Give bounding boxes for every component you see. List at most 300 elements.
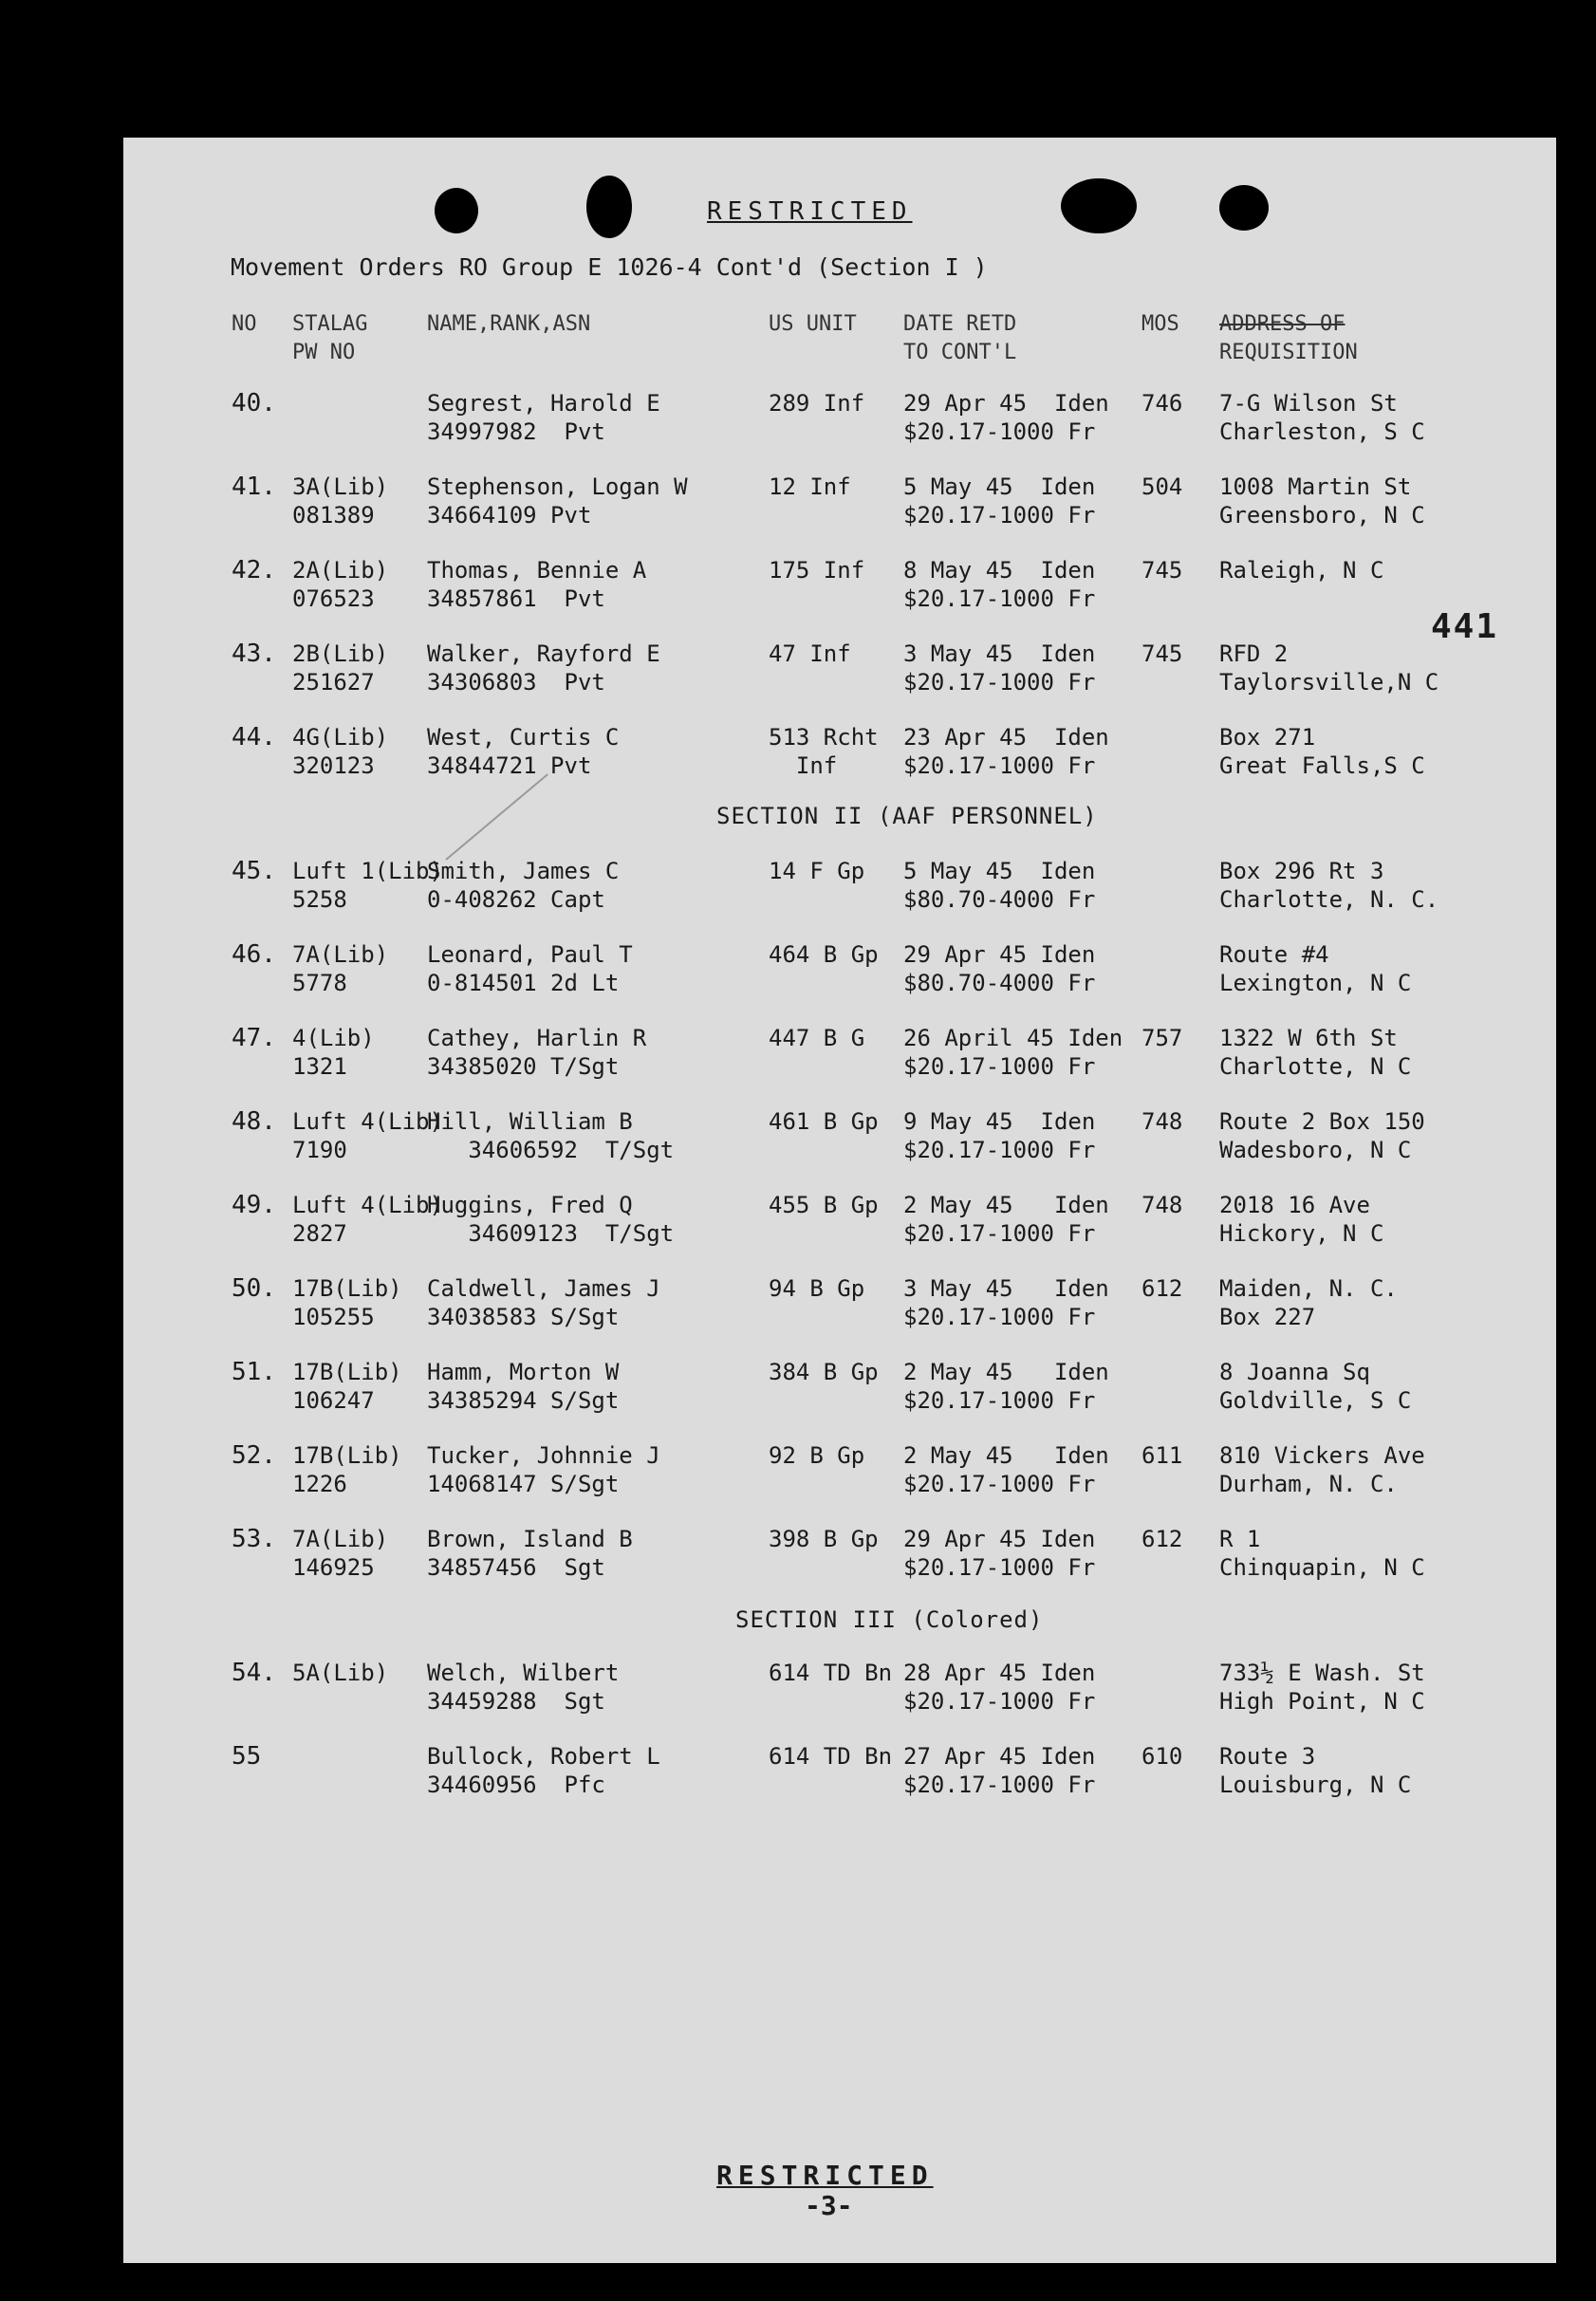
- address-addr2: Louisburg, N C: [1219, 1772, 1412, 1798]
- name-rank-asn: [427, 940, 633, 997]
- stalag-pw-no: [292, 473, 388, 529]
- row-number: [232, 1024, 276, 1052]
- mos-mos: 746: [1141, 390, 1183, 417]
- address-addr1: Route 2 Box 150: [1219, 1108, 1425, 1135]
- mos: [1141, 1742, 1182, 1771]
- mos-mos: 745: [1141, 640, 1183, 667]
- address-addr2: Hickory, N C: [1219, 1220, 1384, 1247]
- col-header-name: NAME,RANK,ASN: [427, 312, 591, 336]
- name-rank-asn-name: Huggins, Fred Q: [427, 1192, 633, 1218]
- mos-mos: 504: [1141, 473, 1183, 500]
- table-row: [0, 723, 1596, 780]
- date-returned-pay: $20.17-1000 Fr: [903, 1304, 1096, 1330]
- us-unit-unit: 47 Inf: [769, 640, 851, 667]
- us-unit-unit: 614 TD Bn: [769, 1660, 893, 1686]
- row-number-no: 49.: [232, 1191, 276, 1219]
- address-addr2: Charlotte, N. C.: [1219, 886, 1439, 913]
- stalag-pw-no: [292, 1107, 443, 1164]
- us-unit-unit: 614 TD Bn: [769, 1743, 893, 1770]
- date-returned: [903, 940, 1095, 997]
- date-returned-date: 3 May 45 Iden: [903, 1275, 1109, 1302]
- name-rank-asn: [427, 1024, 646, 1081]
- address-addr2: Wadesboro, N C: [1219, 1137, 1412, 1163]
- name-rank-asn: [427, 473, 688, 529]
- address-addr1: RFD 2: [1219, 640, 1289, 667]
- mos-mos: 748: [1141, 1108, 1183, 1135]
- table-row: [0, 556, 1596, 613]
- stalag-pw-no-pw: 081389: [292, 502, 375, 529]
- address-addr2: Charleston, S C: [1219, 418, 1425, 445]
- date-returned-date: 2 May 45 Iden: [903, 1192, 1109, 1218]
- us-unit: [769, 389, 864, 418]
- address-addr2: High Point, N C: [1219, 1688, 1425, 1715]
- date-returned-date: 26 April 45 Iden: [903, 1025, 1123, 1051]
- mos: [1141, 473, 1182, 501]
- classification-header: RESTRICTED: [707, 197, 913, 226]
- punch-hole: [1061, 178, 1137, 233]
- row-number-no: 41.: [232, 473, 276, 501]
- us-unit-unit: 289 Inf: [769, 390, 865, 417]
- us-unit: [769, 1525, 879, 1553]
- punch-hole: [586, 176, 632, 238]
- name-rank-asn-asn: 34997982 Pvt: [427, 418, 605, 445]
- mos: [1141, 389, 1182, 418]
- name-rank-asn: [427, 1742, 660, 1799]
- name-rank-asn: [427, 1358, 619, 1415]
- address: [1219, 640, 1438, 696]
- us-unit: [769, 1659, 892, 1687]
- address-addr2: Taylorsville,N C: [1219, 669, 1439, 696]
- table-row: [0, 1659, 1596, 1716]
- date-returned-pay: $20.17-1000 Fr: [903, 585, 1096, 612]
- name-rank-asn: [427, 723, 619, 780]
- name-rank-asn-name: West, Curtis C: [427, 724, 620, 751]
- name-rank-asn-asn: 34857456 Sgt: [427, 1554, 605, 1581]
- us-unit: [769, 473, 851, 501]
- name-rank-asn-asn: 0-814501 2d Lt: [427, 970, 620, 996]
- date-returned-pay: $20.17-1000 Fr: [903, 1387, 1096, 1414]
- stalag-pw-no-pw: 146925: [292, 1554, 375, 1581]
- us-unit: [769, 1024, 864, 1052]
- us-unit: [769, 940, 879, 969]
- name-rank-asn-asn: 34385294 S/Sgt: [427, 1387, 620, 1414]
- us-unit-unit: 398 B Gp: [769, 1526, 879, 1552]
- us-unit: [769, 1358, 879, 1386]
- mos-mos: 611: [1141, 1442, 1183, 1469]
- stalag-pw-no: [292, 1274, 402, 1331]
- stalag-pw-no-pw: 5258: [292, 886, 347, 913]
- us-unit: [769, 1441, 864, 1470]
- row-number-no: 53.: [232, 1525, 276, 1553]
- stalag-pw-no-pw: 5778: [292, 970, 347, 996]
- date-returned: [903, 640, 1095, 696]
- name-rank-asn-name: Caldwell, James J: [427, 1275, 660, 1302]
- date-returned: [903, 1525, 1095, 1582]
- col-header-date: DATE RETD TO CONT'L: [903, 312, 1017, 364]
- name-rank-asn-name: Brown, Island B: [427, 1526, 633, 1552]
- row-number: [232, 1358, 276, 1386]
- name-rank-asn-asn: 14068147 S/Sgt: [427, 1471, 620, 1497]
- address: [1219, 1107, 1425, 1164]
- table-row: [0, 1024, 1596, 1081]
- row-number: [232, 1659, 276, 1687]
- table-row: [0, 389, 1596, 446]
- stalag-pw-no: [292, 1525, 388, 1582]
- mos: [1141, 1191, 1182, 1219]
- name-rank-asn: [427, 556, 646, 613]
- page-stamp: 441: [1431, 607, 1499, 646]
- name-rank-asn-asn: 34306803 Pvt: [427, 669, 605, 696]
- us-unit: [769, 1742, 892, 1771]
- stalag-pw-no: [292, 556, 388, 613]
- stalag-pw-no-stalag: 17B(Lib): [292, 1442, 402, 1469]
- address-addr1: Route #4: [1219, 941, 1329, 968]
- address: [1219, 1659, 1425, 1716]
- row-number-no: 40.: [232, 389, 276, 418]
- col-header-address: ADDRESS OF REQUISITION: [1219, 312, 1358, 364]
- name-rank-asn: [427, 1441, 660, 1498]
- name-rank-asn-asn: 0-408262 Capt: [427, 886, 605, 913]
- date-returned-pay: $20.17-1000 Fr: [903, 1137, 1096, 1163]
- stalag-pw-no-stalag: 5A(Lib): [292, 1660, 389, 1686]
- address-addr1: 8 Joanna Sq: [1219, 1359, 1370, 1385]
- table-row: [0, 1274, 1596, 1331]
- mos: [1141, 1441, 1182, 1470]
- stalag-pw-no-stalag: 3A(Lib): [292, 473, 389, 500]
- address: [1219, 1525, 1425, 1582]
- date-returned: [903, 1024, 1123, 1081]
- row-number-no: 44.: [232, 723, 276, 752]
- name-rank-asn: [427, 1525, 633, 1582]
- row-number: [232, 857, 276, 885]
- date-returned-date: 28 Apr 45 Iden: [903, 1660, 1096, 1686]
- us-unit-unit: 94 B Gp: [769, 1275, 865, 1302]
- mos-mos: 745: [1141, 557, 1183, 584]
- table-row: [0, 940, 1596, 997]
- us-unit: [769, 1107, 879, 1136]
- name-rank-asn-name: Tucker, Johnnie J: [427, 1442, 660, 1469]
- row-number-no: 52.: [232, 1441, 276, 1470]
- name-rank-asn-name: Segrest, Harold E: [427, 390, 660, 417]
- stalag-pw-no-pw: 1321: [292, 1053, 347, 1080]
- row-number-no: 48.: [232, 1107, 276, 1136]
- date-returned-pay: $20.17-1000 Fr: [903, 1688, 1096, 1715]
- row-number: [232, 1191, 276, 1219]
- section2-title: SECTION II (AAF PERSONNEL): [716, 803, 1098, 829]
- stalag-pw-no-pw: 105255: [292, 1304, 375, 1330]
- us-unit-unit: 447 B G: [769, 1025, 865, 1051]
- us-unit: [769, 857, 864, 885]
- row-number-no: 42.: [232, 556, 276, 585]
- row-number: [232, 389, 276, 418]
- name-rank-asn-name: Hamm, Morton W: [427, 1359, 620, 1385]
- name-rank-asn-name: Leonard, Paul T: [427, 941, 633, 968]
- date-returned-date: 8 May 45 Iden: [903, 557, 1096, 584]
- stalag-pw-no-pw: 1226: [292, 1471, 347, 1497]
- address: [1219, 940, 1411, 997]
- us-unit: [769, 1274, 864, 1303]
- name-rank-asn-asn: 34606592 T/Sgt: [427, 1137, 675, 1163]
- us-unit: [769, 556, 864, 585]
- name-rank-asn: [427, 857, 619, 914]
- date-returned-pay: $20.17-1000 Fr: [903, 1471, 1096, 1497]
- date-returned: [903, 857, 1095, 914]
- us-unit-unit: 513 Rcht: [769, 724, 879, 751]
- date-returned-date: 3 May 45 Iden: [903, 640, 1096, 667]
- address-addr2: Great Falls,S C: [1219, 752, 1425, 779]
- address-addr2: Greensboro, N C: [1219, 502, 1425, 529]
- date-returned: [903, 1191, 1109, 1248]
- row-number: [232, 723, 276, 752]
- date-returned-date: 23 Apr 45 Iden: [903, 724, 1109, 751]
- address-addr1: 1322 W 6th St: [1219, 1025, 1398, 1051]
- address: [1219, 1024, 1411, 1081]
- address: [1219, 1358, 1411, 1415]
- date-returned: [903, 1659, 1095, 1716]
- address-addr2: Charlotte, N C: [1219, 1053, 1412, 1080]
- address-addr1: Box 271: [1219, 724, 1316, 751]
- date-returned: [903, 473, 1095, 529]
- address-addr2: Chinquapin, N C: [1219, 1554, 1425, 1581]
- us-unit-unit2: Inf: [769, 752, 838, 779]
- date-returned-date: 29 Apr 45 Iden: [903, 941, 1096, 968]
- mos: [1141, 1274, 1182, 1303]
- address-addr2: Durham, N. C.: [1219, 1471, 1398, 1497]
- address-addr1: Route 3: [1219, 1743, 1316, 1770]
- name-rank-asn-asn: 34609123 T/Sgt: [427, 1220, 675, 1247]
- address-addr1: 810 Vickers Ave: [1219, 1442, 1425, 1469]
- us-unit-unit: 12 Inf: [769, 473, 851, 500]
- name-rank-asn: [427, 640, 660, 696]
- date-returned: [903, 1358, 1109, 1415]
- date-returned-date: 2 May 45 Iden: [903, 1359, 1109, 1385]
- name-rank-asn-asn: 34844721 Pvt: [427, 752, 592, 779]
- mos-mos: 610: [1141, 1743, 1183, 1770]
- address: [1219, 857, 1438, 914]
- row-number: [232, 1525, 276, 1553]
- address-addr1: 733½ E Wash. St: [1219, 1660, 1425, 1686]
- address-addr1: 7-G Wilson St: [1219, 390, 1398, 417]
- mos: [1141, 1525, 1182, 1553]
- date-returned-pay: $20.17-1000 Fr: [903, 669, 1096, 696]
- stalag-pw-no-stalag: 4(Lib): [292, 1025, 375, 1051]
- date-returned: [903, 1441, 1109, 1498]
- address-addr1: Maiden, N. C.: [1219, 1275, 1398, 1302]
- stalag-pw-no-pw: 076523: [292, 585, 375, 612]
- table-row: [0, 640, 1596, 696]
- date-returned: [903, 1742, 1095, 1799]
- table-row: [0, 1358, 1596, 1415]
- date-returned: [903, 389, 1109, 446]
- col-header-unit: US UNIT: [769, 312, 857, 336]
- address: [1219, 723, 1425, 780]
- us-unit-unit: 175 Inf: [769, 557, 865, 584]
- stalag-pw-no: [292, 1191, 443, 1248]
- stalag-pw-no-pw: 7190: [292, 1137, 347, 1163]
- row-number-no: 43.: [232, 640, 276, 668]
- date-returned-date: 2 May 45 Iden: [903, 1442, 1109, 1469]
- date-returned-date: 29 Apr 45 Iden: [903, 1526, 1096, 1552]
- name-rank-asn-asn: 34460956 Pfc: [427, 1772, 605, 1798]
- date-returned-date: 5 May 45 Iden: [903, 858, 1096, 884]
- date-returned: [903, 723, 1109, 780]
- name-rank-asn: [427, 1274, 660, 1331]
- stalag-pw-no: [292, 640, 388, 696]
- name-rank-asn-name: Thomas, Bennie A: [427, 557, 647, 584]
- document-subtitle: Movement Orders RO Group E 1026-4 Cont'd (Section I ): [231, 253, 988, 281]
- mos-mos: 612: [1141, 1275, 1183, 1302]
- date-returned-date: 9 May 45 Iden: [903, 1108, 1096, 1135]
- table-row: [0, 1525, 1596, 1582]
- row-number-no: 50.: [232, 1274, 276, 1303]
- address: [1219, 389, 1425, 446]
- stalag-pw-no: [292, 1659, 388, 1687]
- us-unit: [769, 723, 879, 780]
- classification-footer: RESTRICTED: [716, 2160, 934, 2191]
- stalag-pw-no: [292, 1441, 402, 1498]
- us-unit-unit: 92 B Gp: [769, 1442, 865, 1469]
- address: [1219, 1742, 1411, 1799]
- address: [1219, 1274, 1398, 1331]
- date-returned-date: 29 Apr 45 Iden: [903, 390, 1109, 417]
- table-row: [0, 473, 1596, 529]
- mos: [1141, 556, 1182, 585]
- mos-mos: 748: [1141, 1192, 1183, 1218]
- row-number: [232, 1274, 276, 1303]
- address-addr2: Box 227: [1219, 1304, 1316, 1330]
- page-number: -3-: [805, 2190, 853, 2221]
- name-rank-asn-asn: 34857861 Pvt: [427, 585, 605, 612]
- col-header-stalag: STALAG PW NO: [292, 312, 368, 364]
- row-number-no: 45.: [232, 857, 276, 885]
- row-number: [232, 1441, 276, 1470]
- name-rank-asn-asn: 34038583 S/Sgt: [427, 1304, 620, 1330]
- stalag-pw-no-pw: 320123: [292, 752, 375, 779]
- name-rank-asn-name: Welch, Wilbert: [427, 1660, 620, 1686]
- address-addr1: Raleigh, N C: [1219, 557, 1384, 584]
- date-returned-date: 27 Apr 45 Iden: [903, 1743, 1096, 1770]
- name-rank-asn-name: Stephenson, Logan W: [427, 473, 688, 500]
- stalag-pw-no: [292, 1358, 402, 1415]
- col-header-mos: MOS: [1141, 312, 1179, 336]
- name-rank-asn-name: Cathey, Harlin R: [427, 1025, 647, 1051]
- name-rank-asn-name: Smith, James C: [427, 858, 620, 884]
- row-number: [232, 940, 276, 969]
- mos: [1141, 640, 1182, 668]
- row-number-no: 54.: [232, 1659, 276, 1687]
- us-unit-unit: 14 F Gp: [769, 858, 865, 884]
- date-returned-pay: $20.17-1000 Fr: [903, 752, 1096, 779]
- date-returned: [903, 1107, 1095, 1164]
- row-number-no: 46.: [232, 940, 276, 969]
- us-unit-unit: 461 B Gp: [769, 1108, 879, 1135]
- address: [1219, 473, 1425, 529]
- table-row: [0, 1742, 1596, 1799]
- stalag-pw-no-stalag: 4G(Lib): [292, 724, 389, 751]
- date-returned-pay: $20.17-1000 Fr: [903, 1220, 1096, 1247]
- row-number: [232, 473, 276, 501]
- col-header-no: NO: [232, 312, 257, 336]
- name-rank-asn: [427, 1107, 674, 1164]
- row-number: [232, 640, 276, 668]
- address: [1219, 1441, 1425, 1498]
- address: [1219, 556, 1383, 585]
- mos-mos: 757: [1141, 1025, 1183, 1051]
- address-addr1: 2018 16 Ave: [1219, 1192, 1370, 1218]
- address-addr1: Box 296 Rt 3: [1219, 858, 1384, 884]
- punch-hole: [1219, 185, 1269, 231]
- table-row: [0, 857, 1596, 914]
- address-addr2: Goldville, S C: [1219, 1387, 1412, 1414]
- stalag-pw-no-stalag: 2A(Lib): [292, 557, 389, 584]
- address-addr2: Lexington, N C: [1219, 970, 1412, 996]
- name-rank-asn-asn: 34459288 Sgt: [427, 1688, 605, 1715]
- table-row: [0, 1107, 1596, 1164]
- stalag-pw-no-stalag: 7A(Lib): [292, 1526, 389, 1552]
- row-number: [232, 1107, 276, 1136]
- us-unit-unit: 464 B Gp: [769, 941, 879, 968]
- name-rank-asn-name: Bullock, Robert L: [427, 1743, 660, 1770]
- us-unit: [769, 1191, 879, 1219]
- date-returned-pay: $80.70-4000 Fr: [903, 886, 1096, 913]
- name-rank-asn: [427, 1659, 619, 1716]
- date-returned: [903, 556, 1095, 613]
- address-addr1: R 1: [1219, 1526, 1261, 1552]
- mos-mos: 612: [1141, 1526, 1183, 1552]
- date-returned-pay: $20.17-1000 Fr: [903, 1554, 1096, 1581]
- name-rank-asn: [427, 389, 660, 446]
- date-returned-pay: $20.17-1000 Fr: [903, 418, 1096, 445]
- row-number-no: 47.: [232, 1024, 276, 1052]
- table-row: [0, 1191, 1596, 1248]
- stalag-pw-no-stalag: Luft 4(Lib): [292, 1192, 443, 1218]
- stalag-pw-no-stalag: 7A(Lib): [292, 941, 389, 968]
- date-returned-date: 5 May 45 Iden: [903, 473, 1096, 500]
- stalag-pw-no: [292, 1024, 375, 1081]
- name-rank-asn-asn: 34664109 Pvt: [427, 502, 592, 529]
- row-number: [232, 556, 276, 585]
- stalag-pw-no: [292, 723, 388, 780]
- row-number-no: 51.: [232, 1358, 276, 1386]
- stalag-pw-no: [292, 857, 443, 914]
- name-rank-asn-name: Walker, Rayford E: [427, 640, 660, 667]
- row-number-no: 55: [232, 1742, 262, 1771]
- row-number: [232, 1742, 261, 1771]
- date-returned-pay: $20.17-1000 Fr: [903, 1053, 1096, 1080]
- name-rank-asn-name: Hill, William B: [427, 1108, 633, 1135]
- stalag-pw-no-stalag: 2B(Lib): [292, 640, 389, 667]
- stalag-pw-no-stalag: Luft 4(Lib): [292, 1108, 443, 1135]
- us-unit: [769, 640, 851, 668]
- address-addr1: 1008 Martin St: [1219, 473, 1412, 500]
- date-returned-pay: $20.17-1000 Fr: [903, 1772, 1096, 1798]
- date-returned: [903, 1274, 1109, 1331]
- us-unit-unit: 384 B Gp: [769, 1359, 879, 1385]
- name-rank-asn-asn: 34385020 T/Sgt: [427, 1053, 620, 1080]
- mos: [1141, 1024, 1182, 1052]
- stalag-pw-no-stalag: Luft 1(Lib): [292, 858, 443, 884]
- stalag-pw-no: [292, 940, 388, 997]
- stalag-pw-no-stalag: 17B(Lib): [292, 1359, 402, 1385]
- name-rank-asn: [427, 1191, 674, 1248]
- us-unit-unit: 455 B Gp: [769, 1192, 879, 1218]
- section3-title: SECTION III (Colored): [735, 1606, 1044, 1633]
- mos: [1141, 1107, 1182, 1136]
- table-row: [0, 1441, 1596, 1498]
- punch-hole: [435, 188, 478, 233]
- stalag-pw-no-pw: 106247: [292, 1387, 375, 1414]
- date-returned-pay: $20.17-1000 Fr: [903, 502, 1096, 529]
